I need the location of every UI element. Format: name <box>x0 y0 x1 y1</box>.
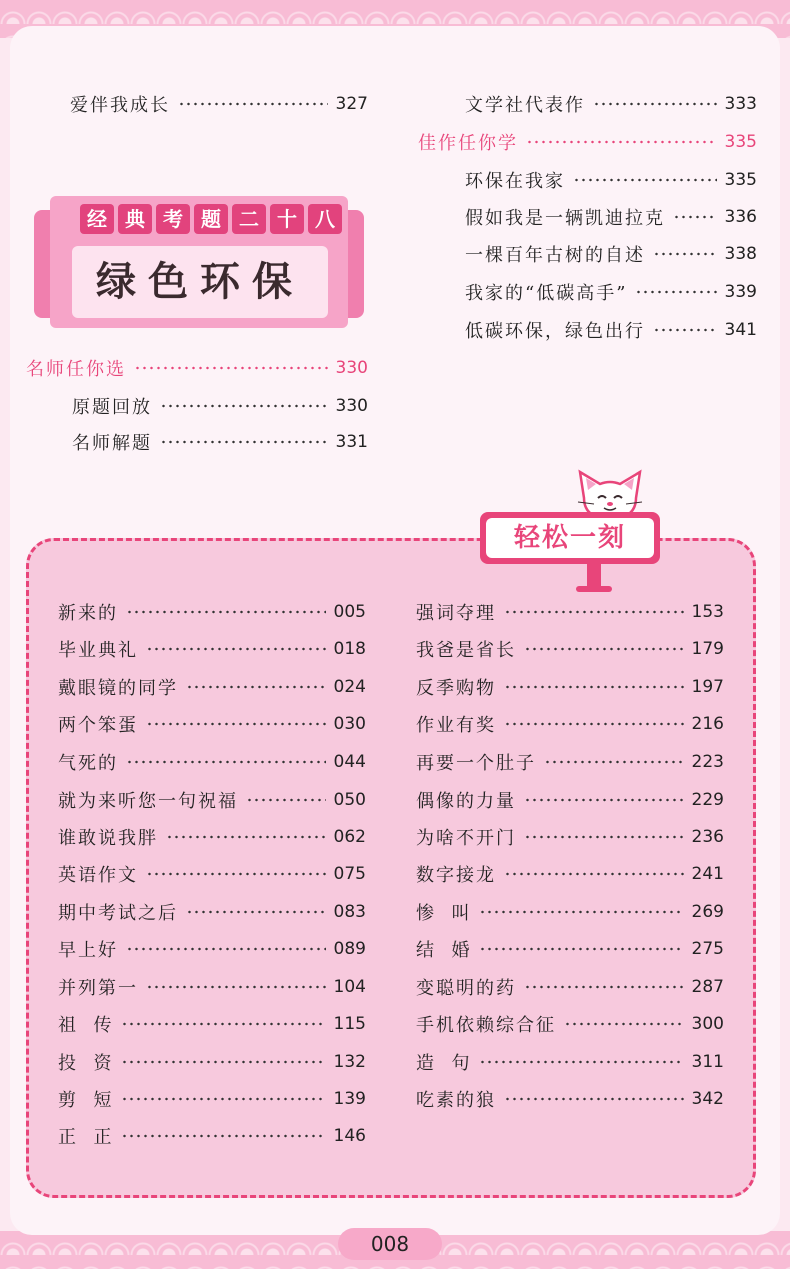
toc-entry[interactable] <box>70 92 368 116</box>
entry-page: 018 <box>333 639 366 659</box>
entry-title: 原题回放 <box>72 397 152 418</box>
banner-body <box>50 196 348 328</box>
entry-title: 一棵百年古树的自述 <box>465 245 645 266</box>
entry-title: 假如我是一辆凯迪拉克 <box>465 208 665 229</box>
dot-leader <box>504 610 684 614</box>
relax-entry[interactable] <box>58 675 366 699</box>
exam-char: 二 <box>232 204 266 234</box>
chapter-banner <box>34 196 364 328</box>
relax-entry[interactable] <box>58 712 366 736</box>
entry-title: 数字接龙 <box>416 865 496 886</box>
entry-page: 115 <box>333 1014 366 1034</box>
dot-leader <box>121 1060 325 1064</box>
entry-title: 爱伴我成长 <box>70 95 170 116</box>
entry-title: 我家的“低碳高手” <box>465 283 628 304</box>
sign-post-base <box>576 586 612 592</box>
dot-leader <box>126 947 326 951</box>
entry-page: 104 <box>333 977 366 997</box>
entry-page: 342 <box>691 1089 724 1109</box>
dot-leader <box>524 985 684 989</box>
entry-page: 330 <box>335 358 368 378</box>
entry-title: 气死的 <box>58 753 118 774</box>
exam-char: 十 <box>270 204 304 234</box>
dot-leader <box>146 872 326 876</box>
entry-page: 336 <box>724 207 757 227</box>
dot-leader <box>504 685 684 689</box>
entry-page: 331 <box>335 432 368 452</box>
dot-leader <box>166 835 326 839</box>
dot-leader <box>134 366 328 370</box>
relax-entry[interactable] <box>58 637 366 661</box>
entry-page: 269 <box>691 902 724 922</box>
relax-entry[interactable] <box>58 937 366 961</box>
entry-title: 偶像的力量 <box>416 791 516 812</box>
entry-title: 惨 叫 <box>416 903 472 924</box>
relax-sign <box>480 512 660 564</box>
entry-title: 两个笨蛋 <box>58 715 138 736</box>
relax-entry[interactable] <box>58 1124 366 1148</box>
entry-page: 335 <box>724 132 757 152</box>
entry-title: 英语作文 <box>58 865 138 886</box>
dot-leader <box>160 404 328 408</box>
exam-char: 八 <box>308 204 342 234</box>
dot-leader <box>479 1060 683 1064</box>
entry-page: 132 <box>333 1052 366 1072</box>
relax-entry[interactable] <box>416 1087 724 1111</box>
entry-page: 287 <box>691 977 724 997</box>
toc-entry[interactable] <box>72 430 368 454</box>
dot-leader <box>479 910 683 914</box>
entry-page: 044 <box>333 752 366 772</box>
entry-page: 005 <box>333 602 366 622</box>
entry-title: 吃素的狼 <box>416 1090 496 1111</box>
relax-sign-label: 轻松一刻 <box>486 518 654 558</box>
relax-entry[interactable] <box>416 1050 724 1074</box>
entry-title: 正 正 <box>58 1127 114 1148</box>
entry-page: 300 <box>691 1014 724 1034</box>
relax-entry[interactable] <box>416 637 724 661</box>
dot-leader <box>504 1097 684 1101</box>
entry-page: 236 <box>691 827 724 847</box>
entry-page: 229 <box>691 790 724 810</box>
toc-entry[interactable] <box>465 92 757 116</box>
toc-entry[interactable] <box>465 318 757 342</box>
relax-entry[interactable] <box>58 788 366 812</box>
entry-page: 030 <box>333 714 366 734</box>
relax-entry[interactable] <box>416 975 724 999</box>
dot-leader <box>524 647 684 651</box>
dot-leader <box>186 910 326 914</box>
entry-page: 275 <box>691 939 724 959</box>
dot-leader <box>673 215 717 219</box>
entry-title: 并列第一 <box>58 978 138 999</box>
entry-title: 手机依赖综合征 <box>416 1015 556 1036</box>
entry-title: 投 资 <box>58 1053 114 1074</box>
relax-entry[interactable] <box>416 937 724 961</box>
entry-title: 剪 短 <box>58 1090 114 1111</box>
exam-char: 典 <box>118 204 152 234</box>
entry-title: 我爸是省长 <box>416 640 516 661</box>
entry-page: 338 <box>724 244 757 264</box>
entry-page: 241 <box>691 864 724 884</box>
entry-page: 327 <box>335 94 368 114</box>
relax-entry[interactable] <box>58 1087 366 1111</box>
relax-entry[interactable] <box>416 1012 724 1036</box>
dot-leader <box>121 1097 325 1101</box>
relax-entry[interactable] <box>416 600 724 624</box>
dot-leader <box>593 102 717 106</box>
relax-entry[interactable] <box>58 825 366 849</box>
entry-page: 339 <box>724 282 757 302</box>
dot-leader <box>121 1134 325 1138</box>
entry-page: 335 <box>724 170 757 190</box>
relax-entry[interactable] <box>58 600 366 624</box>
exam-char: 考 <box>156 204 190 234</box>
entry-title: 环保在我家 <box>465 171 565 192</box>
entry-title: 祖 传 <box>58 1015 114 1036</box>
entry-page: 216 <box>691 714 724 734</box>
dot-leader <box>126 760 326 764</box>
relax-entry[interactable] <box>416 900 724 924</box>
exam-number-label <box>80 204 342 234</box>
relax-entry[interactable] <box>416 788 724 812</box>
dot-leader <box>479 947 683 951</box>
entry-title: 低碳环保，绿色出行 <box>465 321 645 342</box>
entry-page: 341 <box>724 320 757 340</box>
entry-page: 075 <box>333 864 366 884</box>
dot-leader <box>524 798 684 802</box>
section-header-entry[interactable] <box>26 356 368 380</box>
entry-title: 早上好 <box>58 940 118 961</box>
relax-entry[interactable] <box>416 712 724 736</box>
relax-entry[interactable] <box>58 1012 366 1036</box>
dot-leader <box>146 722 326 726</box>
entry-title: 强词夺理 <box>416 603 496 624</box>
entry-title: 新来的 <box>58 603 118 624</box>
relax-entry[interactable] <box>416 675 724 699</box>
entry-page: 333 <box>724 94 757 114</box>
exam-char: 经 <box>80 204 114 234</box>
entry-title: 谁敢说我胖 <box>58 828 158 849</box>
relax-entry[interactable] <box>416 750 724 774</box>
entry-title: 作业有奖 <box>416 715 496 736</box>
entry-page: 153 <box>691 602 724 622</box>
entry-page: 062 <box>333 827 366 847</box>
entry-title: 反季购物 <box>416 678 496 699</box>
entry-page: 197 <box>691 677 724 697</box>
entry-page: 146 <box>333 1126 366 1146</box>
toc-entry[interactable] <box>465 205 757 229</box>
dot-leader <box>146 647 326 651</box>
dot-leader <box>504 872 684 876</box>
dot-leader <box>146 985 326 989</box>
entry-title: 佳作任你学 <box>418 133 518 154</box>
relax-entry[interactable] <box>416 825 724 849</box>
dot-leader <box>564 1022 684 1026</box>
toc-entry[interactable] <box>465 280 757 304</box>
entry-title: 戴眼镜的同学 <box>58 678 178 699</box>
dot-leader <box>504 722 684 726</box>
toc-entry[interactable] <box>465 242 757 266</box>
entry-title: 为啥不开门 <box>416 828 516 849</box>
dot-leader <box>246 798 326 802</box>
entry-page: 311 <box>691 1052 724 1072</box>
dot-leader <box>526 140 717 144</box>
relax-entry[interactable] <box>58 975 366 999</box>
entry-page: 330 <box>335 396 368 416</box>
dot-leader <box>524 835 684 839</box>
relax-entry[interactable] <box>58 862 366 886</box>
entry-title: 期中考试之后 <box>58 903 178 924</box>
dot-leader <box>544 760 684 764</box>
exam-char: 题 <box>194 204 228 234</box>
entry-title: 结 婚 <box>416 940 472 961</box>
dot-leader <box>653 328 717 332</box>
entry-title: 毕业典礼 <box>58 640 138 661</box>
toc-entry[interactable] <box>72 394 368 418</box>
relax-entry[interactable] <box>58 750 366 774</box>
entry-title: 名师解题 <box>72 433 152 454</box>
page-number: 008 <box>338 1228 442 1260</box>
entry-title: 造 句 <box>416 1053 472 1074</box>
dot-leader <box>160 440 328 444</box>
toc-entry[interactable] <box>465 168 757 192</box>
dot-leader <box>186 685 326 689</box>
entry-page: 089 <box>333 939 366 959</box>
chapter-topic: 绿色环保 <box>72 246 328 318</box>
entry-page: 179 <box>691 639 724 659</box>
entry-page: 024 <box>333 677 366 697</box>
entry-page: 139 <box>333 1089 366 1109</box>
entry-page: 223 <box>691 752 724 772</box>
entry-page: 083 <box>333 902 366 922</box>
dot-leader <box>121 1022 325 1026</box>
entry-page: 050 <box>333 790 366 810</box>
dot-leader <box>653 252 717 256</box>
entry-title: 就为来听您一句祝福 <box>58 791 238 812</box>
dot-leader <box>178 102 328 106</box>
relax-entry[interactable] <box>58 1050 366 1074</box>
dot-leader <box>635 290 716 294</box>
entry-title: 再要一个肚子 <box>416 753 536 774</box>
dot-leader <box>126 610 326 614</box>
entry-title: 文学社代表作 <box>465 95 585 116</box>
relax-entry[interactable] <box>58 900 366 924</box>
dot-leader <box>573 178 717 182</box>
entry-title: 变聪明的药 <box>416 978 516 999</box>
entry-title: 名师任你选 <box>26 359 126 380</box>
section-header-entry[interactable] <box>418 130 757 154</box>
relax-entry[interactable] <box>416 862 724 886</box>
